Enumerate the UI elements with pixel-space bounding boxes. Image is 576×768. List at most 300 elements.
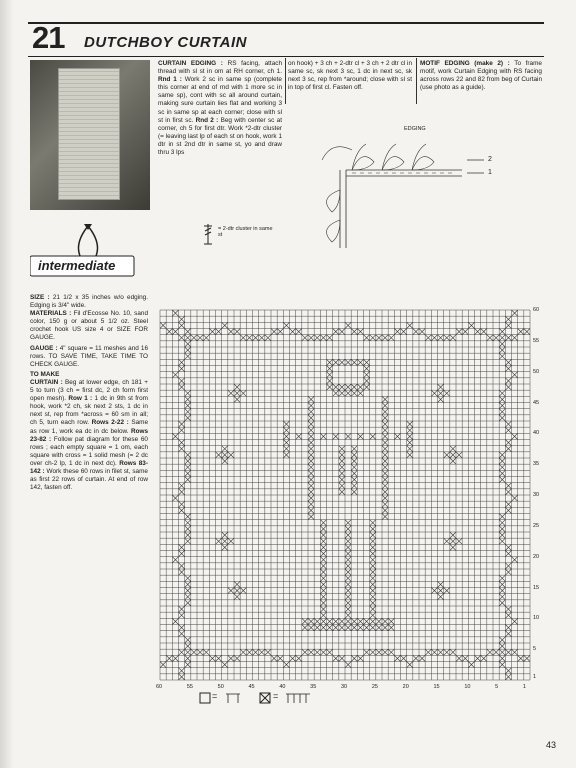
solid-mesh (388, 625, 394, 631)
solid-mesh (468, 662, 474, 668)
solid-mesh (345, 612, 351, 618)
solid-mesh (499, 329, 505, 335)
solid-mesh (345, 581, 351, 587)
continuation-text: on hook) + 3 ch + 2-dtr cl + 3 ch + 2 dtr cl in same sc, sk next 3 sc, 1 dc in next sc, sk next 3 sc, rep from *around; close with sl st in top of first cl. Fasten off. (288, 60, 412, 92)
solid-mesh (185, 452, 191, 458)
solid-mesh (450, 649, 456, 655)
solid-mesh (179, 649, 185, 655)
solid-mesh (382, 458, 388, 464)
solid-mesh (450, 458, 456, 464)
solid-mesh (333, 655, 339, 661)
solid-mesh (345, 526, 351, 532)
solid-mesh (351, 464, 357, 470)
solid-mesh (283, 427, 289, 433)
solid-mesh (203, 649, 209, 655)
solid-mesh (259, 335, 265, 341)
solid-mesh (345, 594, 351, 600)
row1-label: Row 1 : (68, 395, 93, 403)
solid-mesh (179, 427, 185, 433)
solid-mesh (438, 396, 444, 402)
solid-mesh (290, 655, 296, 661)
solid-mesh (172, 495, 178, 501)
right-axis-tick: 40 (533, 430, 540, 437)
solid-mesh (382, 421, 388, 427)
solid-mesh (179, 489, 185, 495)
solid-mesh (357, 433, 363, 439)
solid-mesh (499, 643, 505, 649)
bottom-axis-tick: 1 (522, 684, 526, 690)
solid-mesh (370, 551, 376, 557)
solid-mesh (431, 649, 437, 655)
solid-mesh (228, 329, 234, 335)
solid-mesh (370, 600, 376, 606)
solid-mesh (333, 359, 339, 365)
solid-mesh (450, 452, 456, 458)
solid-mesh (234, 390, 240, 396)
solid-mesh (308, 483, 314, 489)
solid-mesh (505, 649, 511, 655)
solid-mesh (487, 649, 493, 655)
solid-mesh (308, 507, 314, 513)
bottom-axis-tick: 25 (371, 684, 378, 690)
solid-mesh (179, 378, 185, 384)
bottom-axis-tick: 20 (402, 684, 409, 690)
solid-mesh (302, 649, 308, 655)
solid-mesh (320, 575, 326, 581)
solid-mesh (382, 409, 388, 415)
materials-label: MATERIALS : (30, 310, 72, 318)
solid-mesh (505, 421, 511, 427)
solid-mesh (364, 372, 370, 378)
solid-mesh (345, 606, 351, 612)
solid-mesh (364, 649, 370, 655)
solid-mesh (370, 606, 376, 612)
solid-mesh (179, 631, 185, 637)
solid-mesh (382, 396, 388, 402)
solid-mesh (339, 655, 345, 661)
solid-mesh (185, 353, 191, 359)
edging-row-1-marker: 1 (488, 169, 492, 176)
solid-mesh (444, 452, 450, 458)
rnd2-label: Rnd 2 : (195, 116, 219, 124)
solid-mesh (185, 532, 191, 538)
solid-mesh (308, 501, 314, 507)
solid-mesh (518, 329, 524, 335)
solid-mesh (351, 483, 357, 489)
rnd1-label: Rnd 1 : (158, 76, 182, 84)
solid-mesh (351, 625, 357, 631)
solid-mesh (351, 470, 357, 476)
solid-mesh (191, 649, 197, 655)
solid-mesh (370, 594, 376, 600)
bottom-axis-tick: 40 (279, 684, 286, 690)
bottom-axis-tick: 15 (433, 684, 440, 690)
solid-mesh (209, 329, 215, 335)
solid-mesh (345, 390, 351, 396)
skill-level-ribbon-icon (30, 222, 146, 286)
solid-mesh (376, 618, 382, 624)
solid-mesh (185, 581, 191, 587)
solid-mesh (234, 655, 240, 661)
size-label: SIZE : (30, 294, 50, 301)
solid-mesh (462, 329, 468, 335)
solid-mesh (407, 452, 413, 458)
solid-mesh (431, 588, 437, 594)
pattern-number: 21 (32, 20, 65, 55)
solid-mesh (320, 335, 326, 341)
rows83-142-label: Rows 83-142 : (30, 459, 148, 475)
solid-mesh (172, 372, 178, 378)
solid-mesh (345, 600, 351, 606)
bottom-axis-tick: 55 (186, 684, 193, 690)
solid-mesh (394, 655, 400, 661)
solid-mesh (185, 649, 191, 655)
solid-mesh (209, 655, 215, 661)
solid-mesh (505, 446, 511, 452)
solid-mesh (370, 618, 376, 624)
solid-mesh (370, 588, 376, 594)
solid-mesh (481, 655, 487, 661)
solid-mesh (160, 662, 166, 668)
solid-mesh (283, 662, 289, 668)
column-divider (285, 58, 286, 104)
solid-mesh (240, 649, 246, 655)
solid-mesh (290, 329, 296, 335)
gauge-text: 4" square = 11 meshes and 16 rows. TO SAVE TIME, TAKE TIME TO CHECK GAUGE. (30, 344, 149, 368)
solid-mesh (499, 396, 505, 402)
solid-mesh (505, 440, 511, 446)
solid-mesh (376, 335, 382, 341)
solid-mesh (320, 520, 326, 526)
edging-caption: EDGING (404, 126, 426, 132)
right-axis-tick: 35 (533, 461, 540, 468)
solid-mesh (499, 470, 505, 476)
solid-mesh (179, 544, 185, 550)
rows2-22-text: Same as row 1, work ea dc in dc below. (30, 419, 149, 435)
solid-mesh (320, 569, 326, 575)
solid-mesh (351, 446, 357, 452)
motif-edging-label: MOTIF EDGING (make 2) : (420, 60, 510, 67)
solid-mesh (302, 335, 308, 341)
right-axis-tick: 60 (533, 307, 540, 313)
solid-mesh (425, 335, 431, 341)
solid-mesh (382, 489, 388, 495)
solid-mesh (222, 544, 228, 550)
solid-mesh (407, 427, 413, 433)
right-axis-tick: 25 (533, 522, 540, 529)
solid-mesh (394, 433, 400, 439)
solid-mesh (407, 433, 413, 439)
solid-mesh (222, 452, 228, 458)
solid-mesh (499, 588, 505, 594)
solid-mesh (370, 557, 376, 563)
solid-mesh (320, 538, 326, 544)
solid-mesh (314, 335, 320, 341)
curtain-edging-text: RS facing, attach thread with sl st in om at RH corner, ch 1. (158, 60, 282, 76)
rnd1-text: Work 2 sc in same sp (complete this corner at end of rnd with 1 more sc in same sp), cont with sc all around curtain, making sure curtain lies flat and working 3 sc in same sp at each corner; close with sl st in first sc. (158, 76, 282, 124)
solid-mesh (197, 335, 203, 341)
solid-mesh (320, 600, 326, 606)
solid-mesh (179, 446, 185, 452)
solid-mesh (185, 514, 191, 520)
solid-mesh (462, 655, 468, 661)
chart-key (198, 690, 318, 706)
solid-mesh (364, 625, 370, 631)
solid-mesh (179, 674, 185, 680)
right-axis-tick: 20 (533, 553, 540, 560)
solid-mesh (419, 329, 425, 335)
solid-mesh (456, 329, 462, 335)
solid-mesh (382, 470, 388, 476)
solid-mesh (499, 575, 505, 581)
solid-mesh (333, 329, 339, 335)
solid-mesh (505, 625, 511, 631)
solid-mesh (407, 662, 413, 668)
solid-mesh (370, 520, 376, 526)
solid-mesh (283, 446, 289, 452)
solid-mesh (450, 335, 456, 341)
solid-mesh (228, 452, 234, 458)
solid-mesh (222, 322, 228, 328)
solid-mesh (327, 372, 333, 378)
solid-mesh (320, 606, 326, 612)
curtain-edging-label: CURTAIN EDGING : (158, 60, 223, 67)
page-binding-shadow (0, 0, 14, 768)
cluster-legend-text: = 2-dtr cluster in same st (218, 226, 273, 238)
solid-mesh (499, 458, 505, 464)
solid-mesh (179, 625, 185, 631)
solid-mesh (339, 464, 345, 470)
solid-mesh (185, 477, 191, 483)
solid-mesh (382, 427, 388, 433)
solid-mesh (351, 458, 357, 464)
solid-mesh (493, 649, 499, 655)
solid-mesh (357, 618, 363, 624)
solid-mesh (345, 662, 351, 668)
solid-mesh (345, 557, 351, 563)
solid-mesh (351, 359, 357, 365)
solid-mesh (388, 335, 394, 341)
solid-mesh (277, 655, 283, 661)
solid-mesh (320, 625, 326, 631)
solid-mesh (327, 625, 333, 631)
solid-mesh (351, 477, 357, 483)
solid-mesh (505, 606, 511, 612)
solid-mesh (283, 440, 289, 446)
materials-text: Fil d'Ecosse No. 10, sand color, 150 g or about 5 1/2 oz. Steel crochet hook US size 4 or SIZE FOR GAUGE. (30, 310, 148, 342)
solid-mesh (499, 390, 505, 396)
solid-mesh (388, 649, 394, 655)
solid-mesh (357, 390, 363, 396)
solid-mesh (160, 322, 166, 328)
solid-mesh (179, 507, 185, 513)
solid-mesh (320, 532, 326, 538)
solid-mesh (308, 415, 314, 421)
solid-mesh (505, 612, 511, 618)
solid-mesh (308, 649, 314, 655)
solid-mesh (475, 329, 481, 335)
solid-mesh (438, 581, 444, 587)
solid-mesh (499, 335, 505, 341)
solid-mesh (302, 618, 308, 624)
solid-mesh (179, 384, 185, 390)
solid-mesh (505, 378, 511, 384)
solid-mesh (179, 335, 185, 341)
solid-mesh (512, 495, 518, 501)
solid-mesh (382, 477, 388, 483)
solid-mesh (382, 403, 388, 409)
solid-mesh (382, 514, 388, 520)
solid-mesh (345, 569, 351, 575)
bottom-axis-tick: 50 (217, 684, 224, 690)
rows2-22-label: Rows 2-22 : (91, 419, 129, 427)
solid-mesh (499, 477, 505, 483)
solid-mesh (308, 440, 314, 446)
solid-mesh (240, 390, 246, 396)
left-instructions (30, 294, 148, 492)
solid-mesh (308, 625, 314, 631)
solid-mesh (401, 655, 407, 661)
solid-mesh (438, 384, 444, 390)
solid-mesh (512, 433, 518, 439)
solid-mesh (172, 655, 178, 661)
solid-mesh (505, 569, 511, 575)
solid-mesh (456, 538, 462, 544)
solid-mesh (345, 544, 351, 550)
solid-mesh (308, 396, 314, 402)
to-make-heading: TO MAKE (30, 370, 60, 378)
solid-mesh (308, 514, 314, 520)
solid-mesh (191, 335, 197, 341)
solid-mesh (333, 625, 339, 631)
solid-mesh (505, 427, 511, 433)
solid-mesh (185, 600, 191, 606)
solid-mesh (185, 341, 191, 347)
solid-mesh (179, 569, 185, 575)
solid-mesh (499, 415, 505, 421)
solid-mesh (314, 618, 320, 624)
solid-mesh (185, 575, 191, 581)
solid-mesh (505, 384, 511, 390)
solid-mesh (234, 581, 240, 587)
solid-mesh (259, 649, 265, 655)
solid-mesh (444, 390, 450, 396)
solid-mesh (185, 594, 191, 600)
solid-mesh (499, 347, 505, 353)
solid-mesh (499, 353, 505, 359)
solid-mesh (271, 329, 277, 335)
solid-mesh (172, 329, 178, 335)
rows23-82-label: Rows 23-82 : (30, 427, 148, 443)
solid-mesh (179, 563, 185, 569)
solid-mesh (179, 359, 185, 365)
solid-mesh (172, 433, 178, 439)
solid-mesh (388, 618, 394, 624)
solid-mesh (308, 433, 314, 439)
solid-mesh (499, 341, 505, 347)
solid-mesh (320, 649, 326, 655)
solid-mesh (339, 477, 345, 483)
solid-mesh (524, 329, 530, 335)
solid-mesh (370, 569, 376, 575)
pattern-title: DUTCHBOY CURTAIN (84, 34, 248, 51)
solid-mesh (505, 501, 511, 507)
solid-mesh (185, 470, 191, 476)
solid-mesh (370, 335, 376, 341)
right-axis-tick: 5 (533, 646, 537, 653)
edging-stitch-diagram (312, 130, 512, 250)
solid-mesh (370, 563, 376, 569)
solid-mesh (203, 335, 209, 341)
solid-mesh (185, 520, 191, 526)
solid-mesh (308, 458, 314, 464)
solid-mesh (505, 335, 511, 341)
solid-mesh (512, 649, 518, 655)
filet-chart-grid (150, 305, 540, 695)
solid-mesh (185, 390, 191, 396)
skill-level-label: intermediate (38, 258, 116, 273)
solid-mesh (499, 649, 505, 655)
solid-mesh (339, 489, 345, 495)
solid-mesh (370, 526, 376, 532)
solid-mesh (327, 359, 333, 365)
solid-mesh (222, 458, 228, 464)
solid-mesh (475, 655, 481, 661)
solid-mesh (296, 655, 302, 661)
edging-diagram (312, 126, 512, 250)
solid-mesh (172, 557, 178, 563)
solid-mesh (327, 649, 333, 655)
solid-mesh (499, 464, 505, 470)
solid-mesh (308, 477, 314, 483)
solid-mesh (407, 446, 413, 452)
solid-mesh (382, 507, 388, 513)
solid-mesh (370, 433, 376, 439)
solid-mesh (438, 594, 444, 600)
solid-mesh (438, 588, 444, 594)
solid-mesh (351, 452, 357, 458)
solid-mesh (314, 649, 320, 655)
solid-mesh (499, 532, 505, 538)
solid-mesh (179, 421, 185, 427)
curtain-photo (30, 60, 150, 210)
solid-mesh (327, 335, 333, 341)
solid-mesh (444, 335, 450, 341)
solid-mesh (339, 452, 345, 458)
solid-mesh (345, 322, 351, 328)
solid-mesh (394, 329, 400, 335)
solid-mesh (179, 501, 185, 507)
solid-mesh (518, 655, 524, 661)
gauge-label: GAUGE : (30, 344, 58, 352)
solid-mesh (308, 495, 314, 501)
solid-mesh (370, 544, 376, 550)
solid-mesh (357, 359, 363, 365)
solid-mesh (308, 421, 314, 427)
bottom-axis-tick: 10 (464, 684, 471, 690)
solid-mesh (320, 544, 326, 550)
solid-mesh (308, 452, 314, 458)
solid-mesh (524, 655, 530, 661)
solid-mesh (246, 649, 252, 655)
solid-mesh (438, 335, 444, 341)
solid-mesh (376, 625, 382, 631)
right-axis-tick: 1 (533, 673, 537, 680)
solid-mesh (179, 483, 185, 489)
solid-mesh (185, 464, 191, 470)
solid-mesh (234, 384, 240, 390)
solid-mesh (228, 538, 234, 544)
